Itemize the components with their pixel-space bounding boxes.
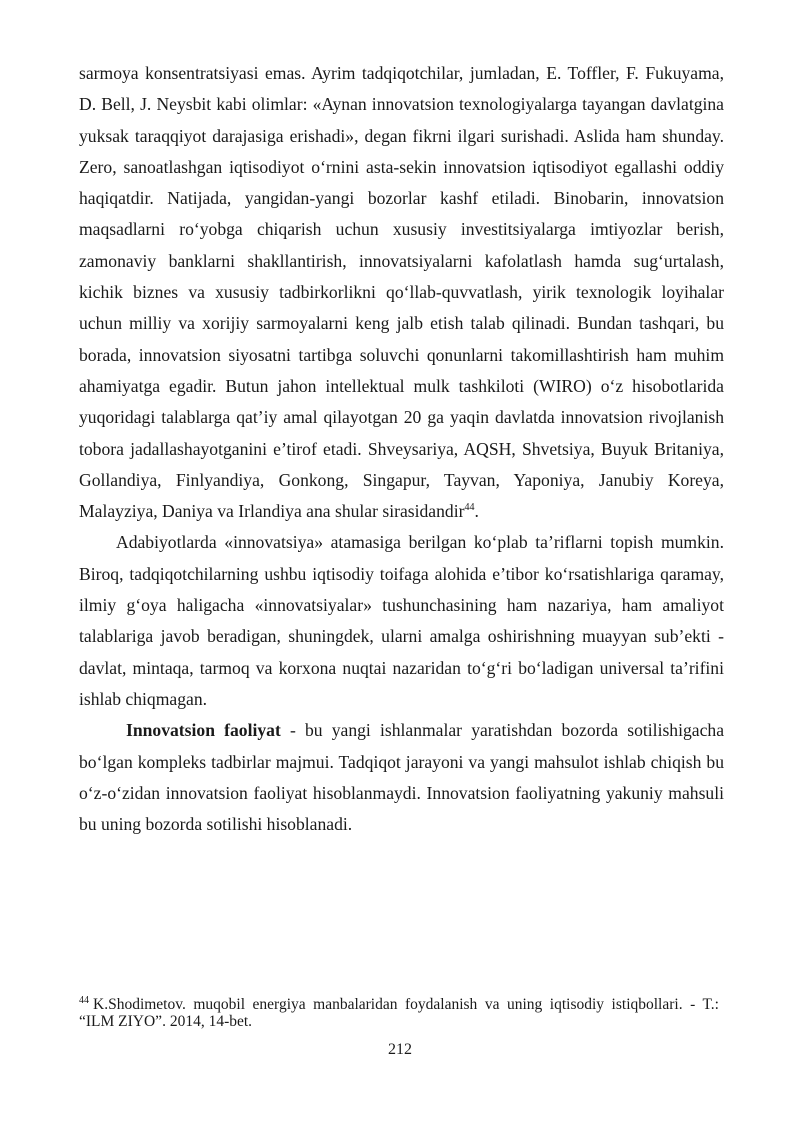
paragraph-3-text: - bu yangi ishlanmalar yaratishdan bozorda sotilishigacha bo‘lgan kompleks tadbirlar majmui. Tadqiqot jarayoni va yangi mahsulot ishlab chiqish bu o‘z-o‘zidan innovatsion faoliyat hisoblanmaydi. Innovatsion faoliyatning yakuniy mahsuli bu uning bozorda sotilishi hisoblanadi.	[79, 720, 725, 835]
paragraph-1	[79, 58, 724, 527]
term-innovatsion-faoliyat: Innovatsion faoliyat	[126, 720, 281, 741]
footnote	[79, 996, 719, 1030]
footnote-text: K.Shodimetov. muqobil energiya manbalaridan foydalanish va uning iqtisodiy istiqbollari. - T.: “ILM ZIYO”. 2014, 14-bet.	[79, 996, 719, 1030]
paragraph-3	[79, 715, 724, 840]
footnote-reference: 44	[464, 502, 475, 514]
page-number: 212	[388, 1041, 412, 1058]
paragraph-1-text: sarmoya konsentratsiyasi emas. Ayrim tadqiqotchilar, jumladan, E. Toffler, F. Fukuyama, D. Bell, J. Neysbit kabi olimlar: «Aynan innovatsion texnologiyalarga tayangan davlatgina yuksak taraqqiyot darajasiga erishadi», degan fikrni ilgari surishadi. Aslida ham shunday. Zero, sanoatlashgan iqtisodiyot o‘rnini asta-sekin innovatsion iqtisodiyot egallashi oddiy haqiqatdir. Natijada, yangidan-yangi bozorlar kashf etiladi. Binobarin, innovatsion maqsadlarni ro‘yobga chiqarish uchun xususiy investitsiyalarga imtiyozlar berish, zamonaviy banklarni shakllantirish, innovatsiyalarni kafolatlash hamda sug‘urtalash, kichik biznes va xususiy tadbirkorlikni qo‘llab-quvvatlash, yirik texnologik loyihalar uchun milliy va xorijiy sarmoyalarni keng jalb etish talab qilinadi. Bundan tashqari, bu borada, innovatsion siyosatni tartibga soluvchi qonunlarni takomillashtirish ham muhim ahamiyatga egadir. Butun jahon intellektual mulk tashkiloti (WIRO) o‘z hisobotlarida yuqoridagi talablarga qat’iy amal qilayotgan 20 ga yaqin davlatda innovatsion rivojlanish tobora jadallashayotganini e’tirof etadi. Shveysariya, AQSH, Shvetsiya, Buyuk Britaniya, Gollandiya, Finlyandiya, Gonkong, Singapur, Tayvan, Yaponiya, Janubiy Koreya, Malayziya, Daniya va Irlandiya ana shular sirasidandir	[79, 63, 724, 522]
main-text	[79, 58, 724, 840]
paragraph-2: Adabiyotlarda «innovatsiya» atamasiga berilgan ko‘plab ta’riflarni topish mumkin. Biroq, tadqiqotchilarning ushbu iqtisodiy toifaga alohida e’tibor ko‘rsatishlariga qaramay, ilmiy g‘oya haligacha «innovatsiyalar» tushunchasining ham nazariya, ham amaliyot talablariga javob beradigan, shuningdek, ularni amalga oshirishning muayyan sub’ekti - davlat, mintaqa, tarmoq va korxona nuqtai nazaridan to‘g‘ri bo‘ladigan universal ta’rifini ishlab chiqmagan.	[79, 532, 724, 709]
footnote-number: 44	[79, 995, 89, 1006]
paragraph-1-end: .	[474, 501, 479, 522]
